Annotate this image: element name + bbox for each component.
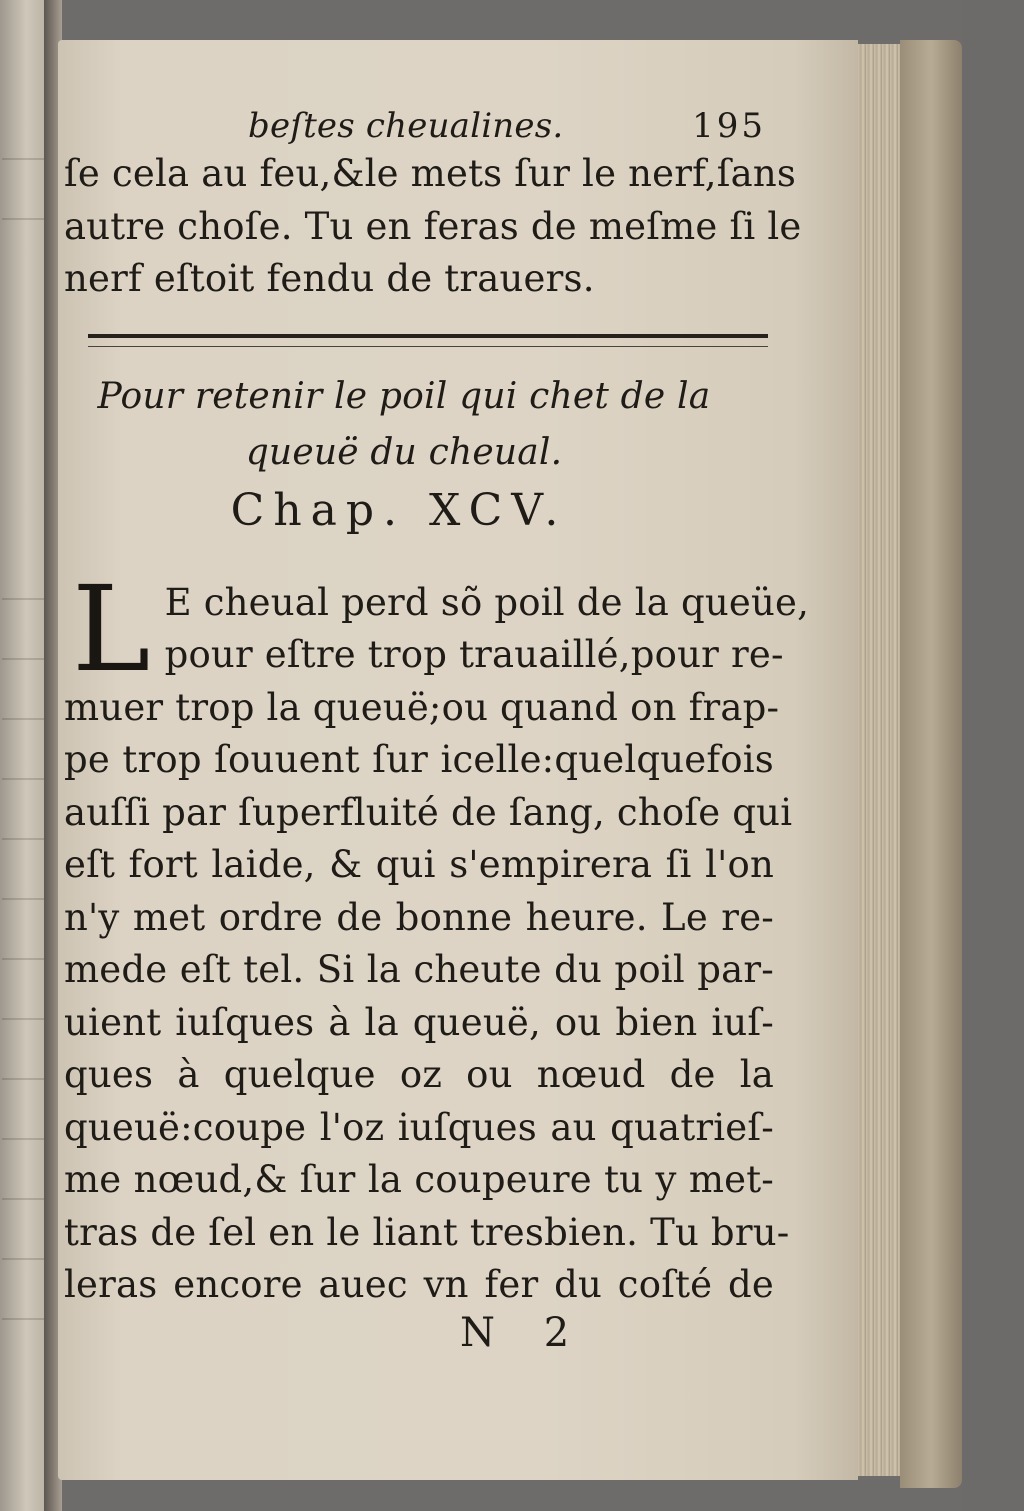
text-line: pour eſtre trop trauaillé,pour re- [164, 633, 784, 676]
text-line: leras encore auec vn fer du coſté de [64, 1263, 774, 1306]
text-line: eſt fort laide, & qui s'empirera ſi l'on [64, 843, 774, 886]
text-line: muer trop la queuë;ou quand on frap- [64, 685, 780, 729]
book-cover-edge [900, 40, 962, 1488]
scan-background-right [962, 0, 1024, 1511]
text-line: auſſi par ſuperfluité de ſang, choſe qui [64, 790, 793, 834]
previous-page-line [2, 640, 46, 660]
page-text [64, 100, 810, 1312]
previous-page-line [2, 1240, 46, 1260]
page-number: 195 [692, 106, 766, 146]
previous-page-line [2, 580, 46, 600]
text-line: ques à quelque oz ou nœud de la [64, 1053, 774, 1096]
text-line: E cheual perd sõ poil de la queüe, [164, 580, 810, 624]
text-line: tras de ſel en le liant tresbien. Tu bru- [64, 1210, 790, 1254]
scan-background-top [48, 0, 962, 40]
signature-mark: N 2 [460, 1310, 588, 1356]
page-block-edge [858, 44, 904, 1476]
text-line: uient iuſques à la queuë, ou bien iuſ- [64, 1000, 774, 1044]
running-title: beſtes cheualines. [248, 106, 564, 146]
text-line: nerf eſtoit fendu de trauers. [64, 257, 595, 300]
previous-page-line [2, 1060, 46, 1080]
previous-page-line [2, 820, 46, 840]
previous-page-line [2, 200, 46, 220]
chapter-body [64, 559, 810, 1312]
previous-page-line [2, 760, 46, 780]
section-divider-rule [88, 334, 768, 347]
text-line: ſe cela au feu,&le mets ſur le nerf,ſans [64, 152, 797, 195]
chapter-number: Chap. XCV. [230, 484, 568, 536]
text-line: pe trop ſouuent ſur icelle:quelquefois [64, 738, 774, 781]
previous-page-line [2, 880, 46, 900]
previous-page-line [2, 1300, 46, 1320]
previous-page-line [2, 1120, 46, 1140]
text-line: me nœud,& ſur la coupeure tu y met- [64, 1158, 774, 1201]
chapter-title-line: queuë du cheual. [245, 431, 563, 473]
previous-page-line [2, 140, 46, 160]
chapter-title-line: Pour retenir le poil qui chet de la [97, 375, 711, 417]
previous-page-line [2, 1180, 46, 1200]
text-line: n'y met ordre de bonne heure. Le re- [64, 895, 774, 939]
text-line: autre choſe. Tu en feras de meſme ſi le [64, 204, 802, 248]
scan-background-bottom [48, 1480, 962, 1511]
text-line: queuë:coupe l'oz iuſques au quatrieſ- [64, 1105, 774, 1149]
drop-capital: L [72, 559, 151, 698]
previous-page-line [2, 940, 46, 960]
previous-page-line [2, 1000, 46, 1020]
running-head [64, 100, 774, 148]
text-line: mede eſt tel. Si la cheute du poil par- [64, 948, 774, 991]
previous-page-line [2, 700, 46, 720]
previous-page-edge [0, 0, 48, 1511]
